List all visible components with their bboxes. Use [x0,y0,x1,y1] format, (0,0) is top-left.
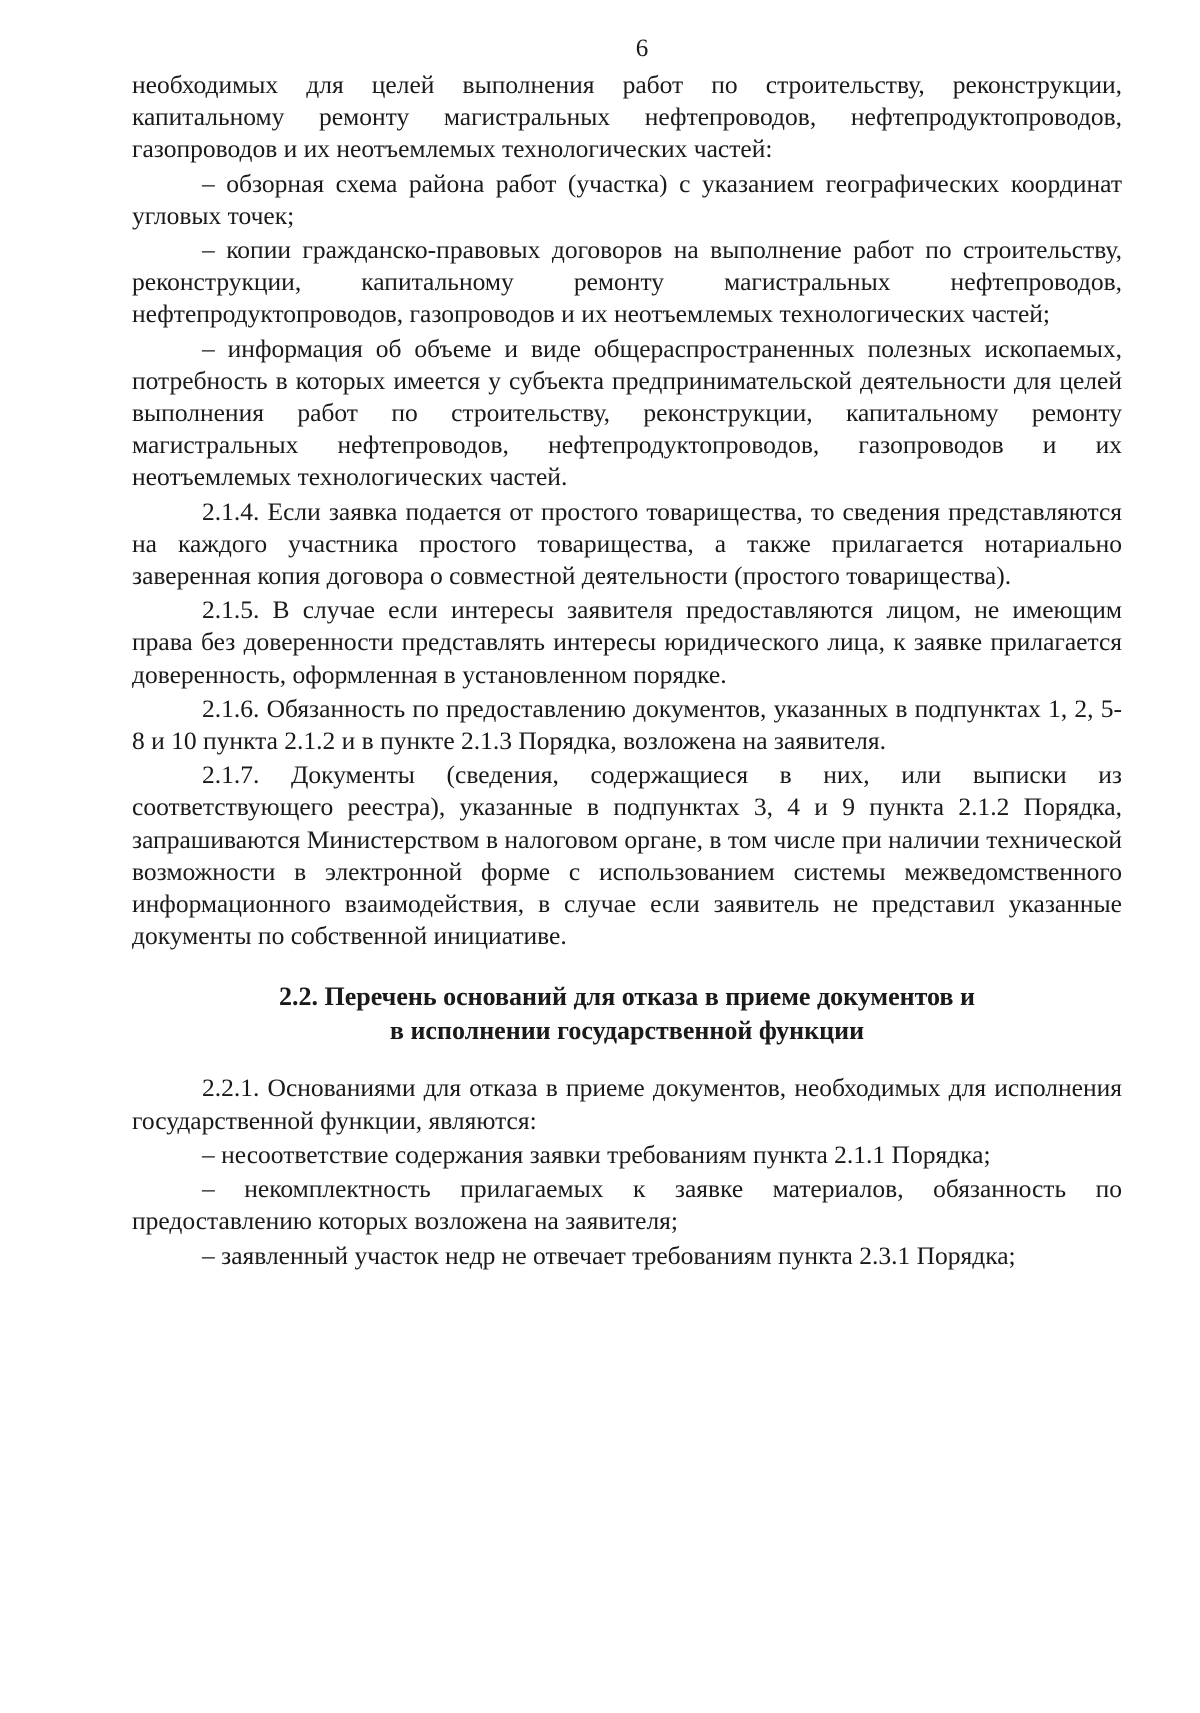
paragraph-continuation: необходимых для целей выполнения работ по строительству, реконструкции, капитальному ремонту магистральных нефтепроводов, нефтепродуктопроводов, газопроводов и их неотъемлемых технологических частей: [132,70,1122,164]
section-heading-line-1: 2.2. Перечень оснований для отказа в приеме документов и [279,982,975,1012]
paragraph-2-1-6: 2.1.6. Обязанность по предоставлению документов, указанных в подпунктах 1, 2, 5-8 и 10 пункта 2.1.2 и в пункте 2.1.3 Порядка, возложена на заявителя. [132,693,1122,756]
paragraph-2-1-5: 2.1.5. В случае если интересы заявителя предоставляются лицом, не имеющим права без доверенности представлять интересы юридического лица, к заявке прилагается доверенность, оформленная в установленном порядке. [132,595,1122,689]
section-heading-line-2: в исполнении государственной функции [389,1016,865,1046]
list-item-incompleteness: – некомплектность прилагаемых к заявке материалов, обязанность по предоставлению которых возложена на заявителя; [132,1174,1122,1236]
list-item-subsoil-requirements: – заявленный участок недр не отвечает требованиям пункта 2.3.1 Порядка; [202,1240,1016,1270]
document-page [132,34,1122,1694]
paragraph-2-1-7: 2.1.7. Документы (сведения, содержащиеся в них, или выписки из соответствующего реестра), указанные в подпунктах 3, 4 и 9 пункта 2.1.2 Порядка, запрашиваются Министерством в налоговом органе, в том числе при наличии технической возможности в электронной форме с использованием системы межведомственного информационного взаимодействия, в случае если заявитель не представил указанные документы по собственной инициативе. [132,760,1122,951]
list-item-contract-copies: – копии гражданско-правовых договоров на выполнение работ по строительству, реконструкции, капитальному ремонту магистральных нефтепроводов, нефтепродуктопроводов, газопроводов и их неотъемлемых технологических частей; [132,235,1122,329]
list-item-nonconformity: – несоответствие содержания заявки требованиям пункта 2.1.1 Порядка; [202,1139,991,1169]
section-heading-2-2 [132,980,1122,1048]
paragraph-2-1-4: 2.1.4. Если заявка подается от простого товарищества, то сведения представляются на каждого участника простого товарищества, а также прилагается нотариально заверенная копия договора о совместной деятельности (простого товарищества). [132,496,1122,591]
list-item-overview-scheme: – обзорная схема района работ (участка) с указанием географических координат угловых точек; [132,168,1122,230]
list-item-minerals-info: – информация об объеме и виде общераспространенных полезных ископаемых, потребность в которых имеется у субъекта предпринимательской деятельности для целей выполнения работ по строительству, реконструкции, капитальному ремонту магистральных нефтепроводов, нефтепродуктопроводов, газопроводов и их неотъемлемых технологических частей. [132,333,1122,492]
page-number: 6 [635,35,649,62]
paragraph-2-2-1: 2.2.1. Основаниями для отказа в приеме документов, необходимых для исполнения государственной функции, являются: [132,1073,1122,1135]
